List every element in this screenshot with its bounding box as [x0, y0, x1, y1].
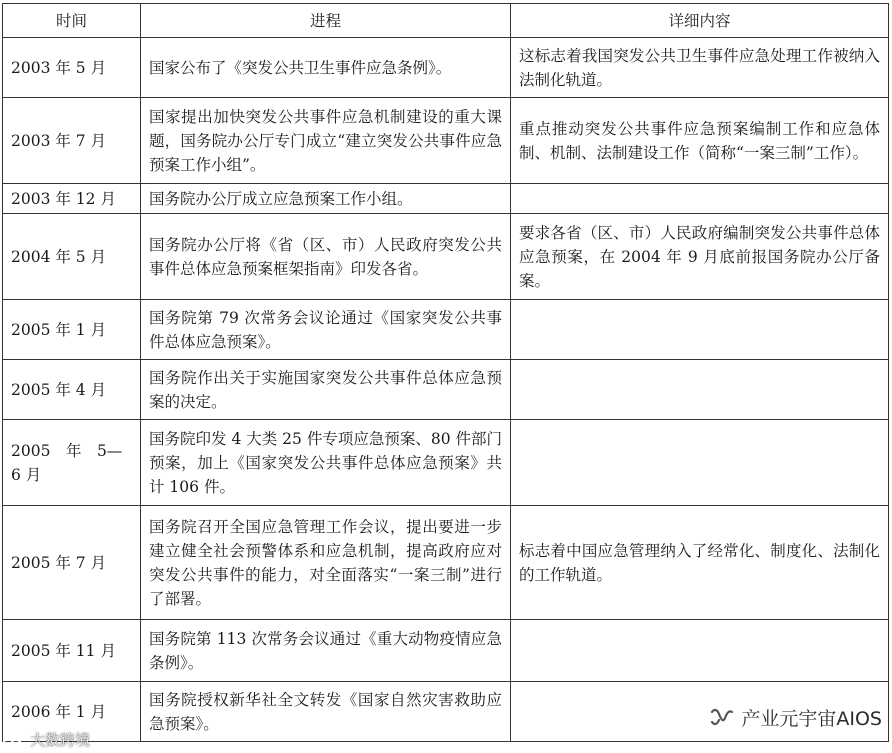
- time-cell: 2005 年 1 月: [3, 300, 141, 360]
- progress-cell: 国务院办公厅成立应急预案工作小组。: [141, 184, 511, 214]
- progress-cell: 国务院第 113 次常务会议通过《重大动物疫情应急条例》。: [141, 620, 511, 682]
- time-cell: 2005 年 4 月: [3, 360, 141, 420]
- time-cell: 2006 年 1 月: [3, 682, 141, 742]
- table-row: [3, 506, 889, 620]
- policy-timeline-table: [2, 3, 889, 742]
- watermark-left-text: 大数跨境: [30, 730, 91, 749]
- time-cell: 2004 年 5 月: [3, 214, 141, 300]
- time-cell: 2005 年 11 月: [3, 620, 141, 682]
- progress-cell: 国务院召开全国应急管理工作会议，提出要进一步建立健全社会预警体系和应急机制，提高政府应对突发公共事件的能力，对全面落实“一案三制”进行了部署。: [141, 506, 511, 620]
- detail-cell: 标志着中国应急管理纳入了经常化、制度化、法制化的工作轨道。: [511, 506, 889, 620]
- detail-cell: [511, 360, 889, 420]
- time-cell: 2003 年 12 月: [3, 184, 141, 214]
- wechat-channel-icon: [709, 706, 735, 728]
- progress-cell: 国务院办公厅将《省（区、市）人民政府突发公共事件总体应急预案框架指南》印发各省。: [141, 214, 511, 300]
- detail-cell: [511, 620, 889, 682]
- progress-cell: 国务院第 79 次常务会议论通过《国家突发公共事件总体应急预案》。: [141, 300, 511, 360]
- watermark-right: [703, 702, 886, 732]
- header-time: 时间: [3, 4, 141, 38]
- progress-cell: 国家提出加快突发公共事件应急机制建设的重大课题，国务院办公厅专门成立“建立突发公共事件应急预案工作小组”。: [141, 98, 511, 184]
- time-cell: 2003 年 7 月: [3, 98, 141, 184]
- progress-cell: 国务院授权新华社全文转发《国家自然灾害救助应急预案》。: [141, 682, 511, 742]
- detail-cell: 重点推动突发公共事件应急预案编制工作和应急体制、机制、法制建设工作（简称“一案三制”工作）。: [511, 98, 889, 184]
- table-row: [3, 38, 889, 98]
- time-cell: 2005 年 5—6 月: [3, 420, 141, 506]
- detail-cell: [511, 300, 889, 360]
- header-detail: 详细内容: [511, 4, 889, 38]
- watermark-left: [0, 727, 90, 751]
- table-row: [3, 98, 889, 184]
- table-row: [3, 300, 889, 360]
- detail-cell: [511, 420, 889, 506]
- detail-cell: [511, 184, 889, 214]
- logo-swirl-icon: [0, 729, 26, 749]
- table-row: [3, 620, 889, 682]
- table-row: [3, 360, 889, 420]
- table-row: [3, 420, 889, 506]
- time-cell: 2003 年 5 月: [3, 38, 141, 98]
- progress-cell: 国家公布了《突发公共卫生事件应急条例》。: [141, 38, 511, 98]
- header-progress: 进程: [141, 4, 511, 38]
- progress-cell: 国务院作出关于实施国家突发公共事件总体应急预案的决定。: [141, 360, 511, 420]
- progress-cell: 国务院印发 4 大类 25 件专项应急预案、80 件部门预案，加上《国家突发公共事件总体应急预案》共计 106 件。: [141, 420, 511, 506]
- time-cell: 2005 年 7 月: [3, 506, 141, 620]
- table-row: [3, 214, 889, 300]
- detail-cell: 要求各省（区、市）人民政府编制突发公共事件总体应急预案，在 2004 年 9 月底前报国务院办公厅备案。: [511, 214, 889, 300]
- header-row: [3, 4, 889, 38]
- detail-cell: 这标志着我国突发公共卫生事件应急处理工作被纳入法制化轨道。: [511, 38, 889, 98]
- table-row: [3, 184, 889, 214]
- watermark-right-text: 产业元宇宙AIOS: [741, 707, 882, 730]
